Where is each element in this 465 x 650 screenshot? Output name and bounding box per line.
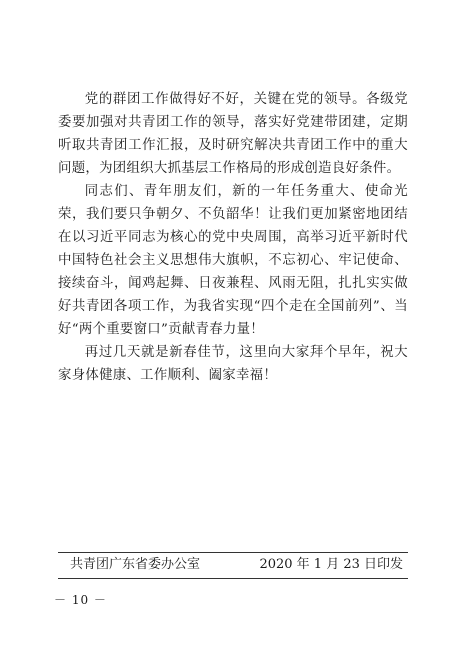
paragraph-new-year-mission: 同志们、青年朋友们，新的一年任务重大、使命光荣，我们要只争朝夕、不负韶华！让我们更加紧密地团结在以习近平同志为核心的党中央周围，高举习近平新时代中国特色社会主义思想伟大旗帜，不忘初心、牢记使命、接续奋斗，闻鸡起舞、日夜兼程、风雨无阻，扎扎实实做好共青团各项工作，为我省实现“四个走在全国前列”、当好“两个重要窗口”贡献青春力量！ xyxy=(58,184,408,337)
paragraph-party-leadership: 党的群团工作做得好不好，关键在党的领导。各级党委要加强对共青团工作的领导，落实好党建带团建，定期听取共青团工作汇报，及时研究解决共青团工作中的重大问题，为团组织大抓基层工作格局的形成创造良好条件。 xyxy=(58,92,408,176)
footer-bottom-rule xyxy=(58,578,408,579)
footer-top-rule xyxy=(58,552,408,553)
page-number: － 10 － xyxy=(54,593,107,607)
footer-issuer: 共青团广东省委办公室 xyxy=(70,557,201,572)
body-text xyxy=(58,88,408,387)
footer-date: 2020 年 1 月 23 日印发 xyxy=(259,557,403,572)
paragraph-spring-festival-greeting: 再过几天就是新春佳节，这里向大家拜个早年，祝大家身体健康、工作顺利、阖家幸福！ xyxy=(58,345,408,383)
